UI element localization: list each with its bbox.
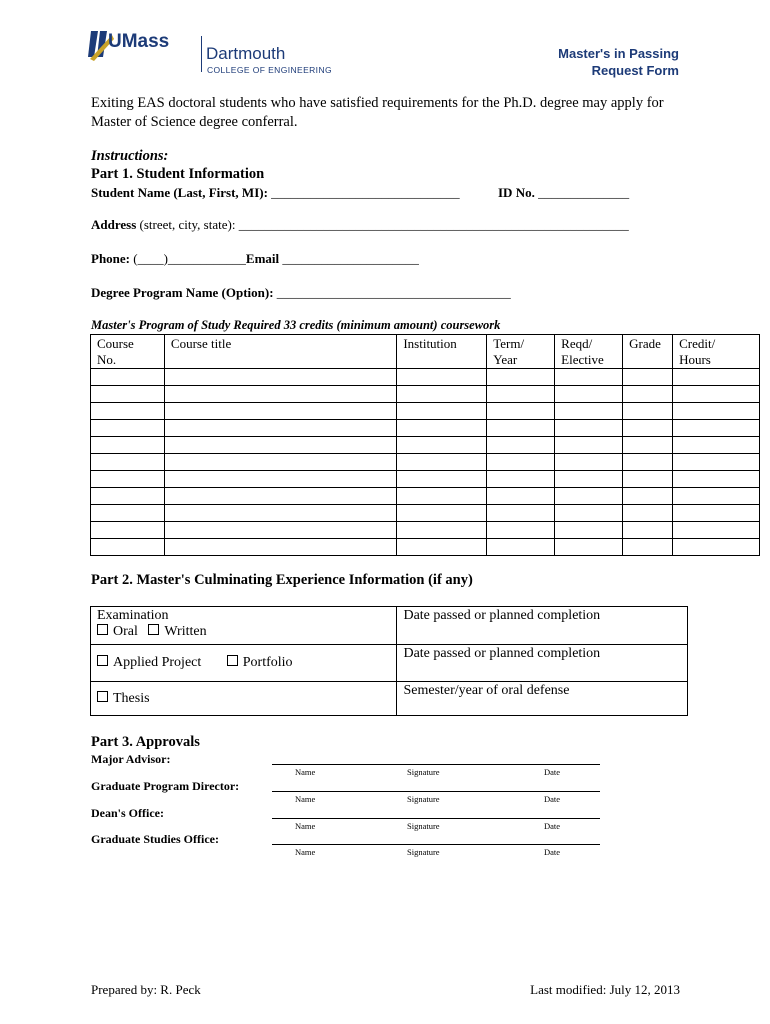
applied-project-checkbox[interactable] bbox=[97, 655, 108, 666]
phone-field[interactable]: (____)____________ bbox=[133, 251, 246, 266]
course-cell[interactable] bbox=[555, 471, 623, 488]
course-cell[interactable] bbox=[487, 454, 555, 471]
instructions-label: Instructions: bbox=[91, 148, 169, 164]
part3-title: Part 3. Approvals bbox=[91, 734, 200, 750]
course-cell[interactable] bbox=[397, 369, 487, 386]
course-cell[interactable] bbox=[397, 471, 487, 488]
written-checkbox[interactable] bbox=[148, 624, 159, 635]
signature-caption: Signature bbox=[407, 821, 440, 831]
course-cell[interactable] bbox=[555, 403, 623, 420]
course-cell[interactable] bbox=[673, 488, 760, 505]
course-cell[interactable] bbox=[487, 437, 555, 454]
course-cell[interactable] bbox=[164, 471, 396, 488]
course-cell[interactable] bbox=[164, 386, 396, 403]
col-term-year: Term/ Year bbox=[487, 335, 555, 369]
portfolio-checkbox[interactable] bbox=[227, 655, 238, 666]
name-caption: Name bbox=[295, 767, 316, 777]
course-cell[interactable] bbox=[673, 522, 760, 539]
logo-dartmouth-text: Dartmouth bbox=[206, 44, 286, 63]
id-row bbox=[498, 185, 629, 201]
course-cell[interactable] bbox=[91, 386, 165, 403]
course-cell[interactable] bbox=[487, 539, 555, 556]
course-cell[interactable] bbox=[555, 539, 623, 556]
logo-divider bbox=[201, 36, 202, 72]
signature-caption: Signature bbox=[407, 847, 440, 857]
course-cell[interactable] bbox=[623, 539, 673, 556]
course-cell[interactable] bbox=[164, 505, 396, 522]
course-cell[interactable] bbox=[623, 437, 673, 454]
course-cell[interactable] bbox=[91, 437, 165, 454]
course-row bbox=[91, 386, 760, 403]
oral-defense-label: Semester/year of oral defense bbox=[403, 683, 570, 698]
course-table bbox=[90, 334, 760, 556]
course-cell[interactable] bbox=[164, 437, 396, 454]
student-name-row bbox=[91, 185, 460, 201]
course-row bbox=[91, 522, 760, 539]
course-cell[interactable] bbox=[673, 386, 760, 403]
id-field[interactable]: ______________ bbox=[538, 185, 630, 200]
form-title-line2: Request Form bbox=[591, 63, 679, 78]
examination-label: Examination bbox=[97, 608, 169, 623]
exam-row-examination bbox=[91, 607, 688, 645]
degree-row bbox=[91, 285, 511, 301]
thesis-label: Thesis bbox=[113, 690, 150, 706]
address-hint: (street, city, state): bbox=[139, 217, 236, 232]
course-cell[interactable] bbox=[555, 522, 623, 539]
course-cell[interactable] bbox=[487, 369, 555, 386]
course-cell[interactable] bbox=[487, 488, 555, 505]
col-institution: Institution bbox=[397, 335, 487, 369]
course-cell[interactable] bbox=[164, 420, 396, 437]
course-cell[interactable] bbox=[397, 437, 487, 454]
oral-checkbox[interactable] bbox=[97, 624, 108, 635]
program-director-signature-line[interactable] bbox=[272, 791, 600, 792]
course-cell[interactable] bbox=[673, 505, 760, 522]
course-cell[interactable] bbox=[487, 386, 555, 403]
course-cell[interactable] bbox=[487, 420, 555, 437]
col-reqd-elective: Reqd/ Elective bbox=[555, 335, 623, 369]
course-cell[interactable] bbox=[397, 454, 487, 471]
course-row bbox=[91, 505, 760, 522]
date-caption: Date bbox=[544, 767, 561, 777]
course-cell[interactable] bbox=[487, 505, 555, 522]
course-cell[interactable] bbox=[397, 522, 487, 539]
name-caption: Name bbox=[295, 794, 316, 804]
course-cell[interactable] bbox=[555, 488, 623, 505]
deans-office-signature-line[interactable] bbox=[272, 818, 600, 819]
id-label: ID No. bbox=[498, 185, 535, 200]
course-row bbox=[91, 454, 760, 471]
course-cell[interactable] bbox=[555, 420, 623, 437]
student-name-label: Student Name (Last, First, MI): bbox=[91, 185, 268, 200]
course-cell[interactable] bbox=[91, 369, 165, 386]
degree-field[interactable]: ____________________________________ bbox=[276, 285, 511, 300]
course-row bbox=[91, 369, 760, 386]
major-advisor-signature-line[interactable] bbox=[272, 764, 600, 765]
course-cell[interactable] bbox=[673, 539, 760, 556]
course-cell[interactable] bbox=[91, 522, 165, 539]
course-cell[interactable] bbox=[397, 488, 487, 505]
course-cell[interactable] bbox=[673, 437, 760, 454]
course-row bbox=[91, 471, 760, 488]
signature-caption: Signature bbox=[407, 767, 440, 777]
course-row bbox=[91, 539, 760, 556]
course-cell[interactable] bbox=[623, 505, 673, 522]
course-cell[interactable] bbox=[91, 420, 165, 437]
course-cell[interactable] bbox=[555, 454, 623, 471]
course-cell[interactable] bbox=[555, 437, 623, 454]
course-cell[interactable] bbox=[164, 403, 396, 420]
culminating-experience-table bbox=[90, 606, 688, 716]
degree-label: Degree Program Name (Option): bbox=[91, 285, 274, 300]
exam-date-label: Date passed or planned completion bbox=[403, 608, 601, 623]
course-cell[interactable] bbox=[91, 454, 165, 471]
course-row bbox=[91, 420, 760, 437]
intro-paragraph: Exiting EAS doctoral students who have satisfied requirements for the Ph.D. degree may apply for Master of Science degree conferral. bbox=[91, 95, 664, 130]
course-cell[interactable] bbox=[397, 403, 487, 420]
approver-program-director-label: Graduate Program Director: bbox=[91, 779, 240, 793]
date-caption: Date bbox=[544, 821, 561, 831]
course-cell[interactable] bbox=[91, 505, 165, 522]
course-cell[interactable] bbox=[623, 420, 673, 437]
name-caption: Name bbox=[295, 847, 316, 857]
last-modified: Last modified: July 12, 2013 bbox=[530, 982, 680, 997]
approver-graduate-studies-label: Graduate Studies Office: bbox=[91, 832, 219, 846]
part2-title: Part 2. Master's Culminating Experience Information (if any) bbox=[91, 572, 473, 588]
date-caption: Date bbox=[544, 794, 561, 804]
address-field[interactable]: ____________________________________________________________ bbox=[238, 217, 629, 232]
col-course-title: Course title bbox=[164, 335, 396, 369]
prepared-by: Prepared by: R. Peck bbox=[91, 982, 201, 997]
course-cell[interactable] bbox=[164, 369, 396, 386]
course-cell[interactable] bbox=[91, 471, 165, 488]
course-cell[interactable] bbox=[487, 471, 555, 488]
email-field[interactable]: _____________________ bbox=[282, 251, 419, 266]
name-caption: Name bbox=[295, 821, 316, 831]
course-row bbox=[91, 437, 760, 454]
course-cell[interactable] bbox=[397, 386, 487, 403]
address-label: Address bbox=[91, 217, 137, 232]
approver-deans-office-label: Dean's Office: bbox=[91, 806, 164, 820]
col-credit-hours: Credit/ Hours bbox=[673, 335, 760, 369]
course-cell[interactable] bbox=[623, 403, 673, 420]
signature-caption: Signature bbox=[407, 794, 440, 804]
address-row bbox=[91, 217, 629, 233]
col-grade: Grade bbox=[623, 335, 673, 369]
phone-label: Phone: bbox=[91, 251, 130, 266]
course-row bbox=[91, 488, 760, 505]
course-table-header-row bbox=[91, 335, 760, 369]
course-cell[interactable] bbox=[673, 471, 760, 488]
logo-umass-text: UMass bbox=[108, 31, 170, 52]
form-title-line1: Master's in Passing bbox=[558, 46, 679, 61]
course-cell[interactable] bbox=[555, 386, 623, 403]
email-label: Email bbox=[245, 251, 280, 266]
thesis-checkbox[interactable] bbox=[97, 691, 108, 702]
student-name-field[interactable]: _____________________________ bbox=[271, 185, 460, 200]
course-cell[interactable] bbox=[623, 386, 673, 403]
course-cell[interactable] bbox=[397, 420, 487, 437]
course-cell[interactable] bbox=[164, 522, 396, 539]
course-cell[interactable] bbox=[673, 420, 760, 437]
course-cell[interactable] bbox=[487, 403, 555, 420]
course-cell[interactable] bbox=[164, 454, 396, 471]
portfolio-label: Portfolio bbox=[242, 655, 293, 670]
course-table-caption: Master's Program of Study Required 33 credits (minimum amount) coursework bbox=[91, 318, 501, 332]
written-label: Written bbox=[164, 624, 207, 639]
course-cell[interactable] bbox=[623, 369, 673, 386]
applied-project-label: Applied Project bbox=[113, 655, 202, 670]
part1-title: Part 1. Student Information bbox=[91, 166, 265, 182]
course-cell[interactable] bbox=[555, 369, 623, 386]
course-cell[interactable] bbox=[673, 369, 760, 386]
course-cell[interactable] bbox=[397, 505, 487, 522]
course-cell[interactable] bbox=[673, 403, 760, 420]
graduate-studies-signature-line[interactable] bbox=[272, 844, 600, 845]
course-cell[interactable] bbox=[487, 522, 555, 539]
logo-college-text: COLLEGE OF ENGINEERING bbox=[207, 65, 332, 75]
phone-row bbox=[91, 251, 419, 267]
course-cell[interactable] bbox=[397, 539, 487, 556]
course-cell[interactable] bbox=[623, 454, 673, 471]
project-date-label: Date passed or planned completion bbox=[403, 646, 601, 661]
col-course-no: Course No. bbox=[91, 335, 165, 369]
course-cell[interactable] bbox=[555, 505, 623, 522]
course-cell[interactable] bbox=[91, 488, 165, 505]
approver-major-advisor-label: Major Advisor: bbox=[91, 752, 171, 766]
course-cell[interactable] bbox=[91, 539, 165, 556]
course-cell[interactable] bbox=[164, 488, 396, 505]
form-title bbox=[558, 45, 679, 79]
course-cell[interactable] bbox=[91, 403, 165, 420]
course-cell[interactable] bbox=[623, 471, 673, 488]
course-cell[interactable] bbox=[164, 539, 396, 556]
course-cell[interactable] bbox=[623, 522, 673, 539]
course-cell[interactable] bbox=[623, 488, 673, 505]
date-caption: Date bbox=[544, 847, 561, 857]
exam-row-thesis bbox=[91, 682, 688, 716]
course-row bbox=[91, 403, 760, 420]
exam-row-project bbox=[91, 645, 688, 682]
course-cell[interactable] bbox=[673, 454, 760, 471]
oral-label: Oral bbox=[113, 624, 138, 639]
